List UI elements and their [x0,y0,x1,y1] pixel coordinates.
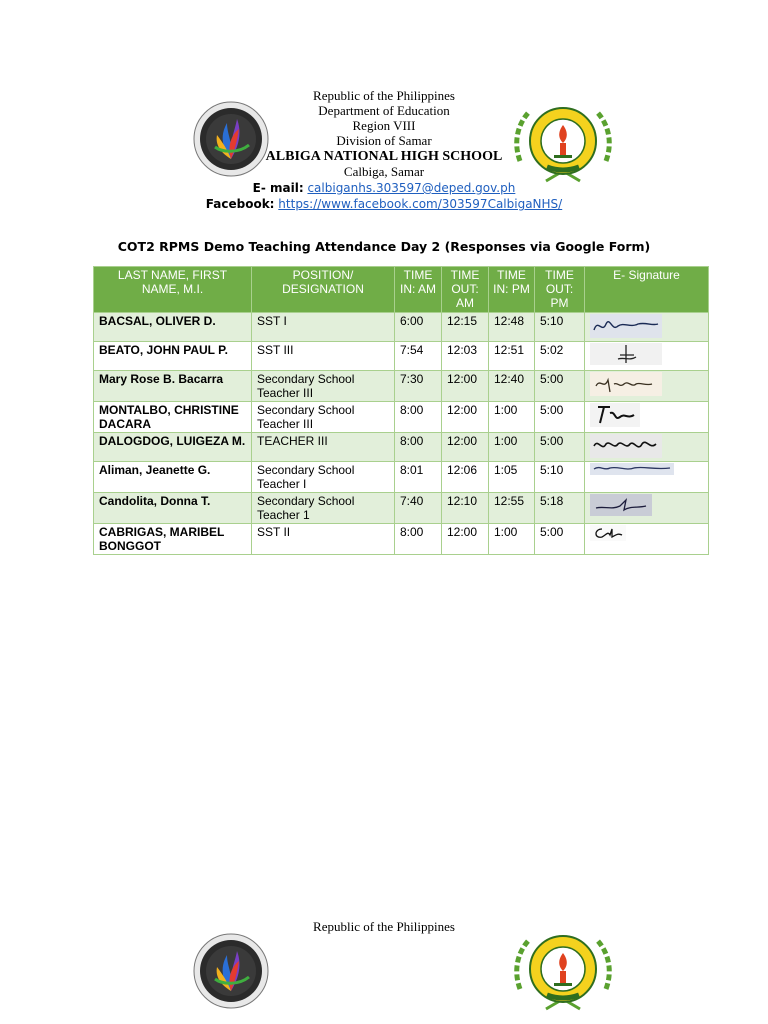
column-header-name: LAST NAME, FIRST NAME, M.I. [94,267,252,313]
cell-time-in-am: 7:30 [395,371,442,402]
cell-time-out-am: 12:15 [442,313,489,342]
table-row [94,493,709,524]
cell-time-in-pm: 12:40 [489,371,535,402]
email-link[interactable]: calbiganhs.303597@deped.gov.ph [307,181,516,195]
cell-time-in-pm: 12:51 [489,342,535,371]
header-email-line [0,180,768,196]
signature-image [590,314,662,338]
table-row [94,524,709,555]
table-row [94,462,709,493]
cell-time-in-am: 8:00 [395,402,442,433]
column-header-time-out-am: TIME OUT: AM [442,267,489,313]
cell-position: SST I [252,313,395,342]
cell-time-out-pm: 5:00 [535,433,585,462]
cell-position: Secondary School Teacher III [252,371,395,402]
cell-signature [585,371,709,402]
table-header-row [94,267,709,313]
signature-image [590,463,674,475]
cell-position: TEACHER III [252,433,395,462]
table-row [94,402,709,433]
cell-time-in-pm: 12:48 [489,313,535,342]
cell-time-out-am: 12:00 [442,402,489,433]
signature-image [590,525,626,541]
signature-image [590,434,662,458]
cell-name: DALOGDOG, LUIGEZA M. [94,433,252,462]
cell-name: CABRIGAS, MARIBEL BONGGOT [94,524,252,555]
footer-country: Republic of the Philippines [313,919,455,934]
cell-signature [585,524,709,555]
cell-name: BACSAL, OLIVER D. [94,313,252,342]
cell-time-in-am: 6:00 [395,313,442,342]
facebook-label: Facebook: [205,197,275,211]
cell-time-in-pm: 12:55 [489,493,535,524]
table-row [94,313,709,342]
cell-name: Aliman, Jeanette G. [94,462,252,493]
cell-position: Secondary School Teacher 1 [252,493,395,524]
cell-name: Mary Rose B. Bacarra [94,371,252,402]
cell-name: Candolita, Donna T. [94,493,252,524]
cell-time-out-pm: 5:00 [535,402,585,433]
cell-signature [585,313,709,342]
cell-position: Secondary School Teacher III [252,402,395,433]
cell-signature [585,402,709,433]
header-facebook-line [0,196,768,212]
header-division: Division of Samar [336,133,432,148]
cell-position: SST III [252,342,395,371]
cell-time-out-am: 12:00 [442,371,489,402]
cell-time-out-pm: 5:18 [535,493,585,524]
cell-position: Secondary School Teacher I [252,462,395,493]
cell-time-out-pm: 5:00 [535,371,585,402]
signature-image [590,343,662,365]
cell-signature [585,462,709,493]
cell-time-in-am: 7:54 [395,342,442,371]
cell-name: BEATO, JOHN PAUL P. [94,342,252,371]
cell-signature [585,433,709,462]
cell-time-out-pm: 5:10 [535,462,585,493]
table-row [94,433,709,462]
header-country: Republic of the Philippines [313,88,455,103]
cell-time-in-am: 8:00 [395,524,442,555]
table-row [94,371,709,402]
cell-time-in-am: 8:00 [395,433,442,462]
cell-time-in-am: 7:40 [395,493,442,524]
cell-signature [585,493,709,524]
facebook-link[interactable]: https://www.facebook.com/303597CalbigaNHS/ [278,197,563,211]
cell-time-out-am: 12:00 [442,433,489,462]
column-header-time-in-am: TIME IN: AM [395,267,442,313]
column-header-time-out-pm: TIME OUT: PM [535,267,585,313]
table-row [94,342,709,371]
cell-time-out-am: 12:06 [442,462,489,493]
cell-time-in-am: 8:01 [395,462,442,493]
cell-signature [585,342,709,371]
signature-image [590,494,652,516]
column-header-position: POSITION/ DESIGNATION [252,267,395,313]
cell-time-in-pm: 1:05 [489,462,535,493]
header-department: Department of Education [318,103,450,118]
header-school-name: ALBIGA NATIONAL HIGH SCHOOL [265,149,503,164]
signature-image [590,403,640,427]
calbiga-nhs-seal-bottom [510,929,616,1017]
column-header-time-in-pm: TIME IN: PM [489,267,535,313]
cell-time-out-pm: 5:02 [535,342,585,371]
column-header-signature: E- Signature [585,267,709,313]
cell-time-out-pm: 5:00 [535,524,585,555]
cell-time-in-pm: 1:00 [489,402,535,433]
email-label: E- mail: [252,181,304,195]
cell-name: MONTALBO, CHRISTINE DACARA [94,402,252,433]
deped-region-logo-bottom [193,933,269,1009]
signature-image [590,372,662,396]
cell-time-out-am: 12:00 [442,524,489,555]
cell-time-in-pm: 1:00 [489,433,535,462]
cell-time-out-am: 12:03 [442,342,489,371]
header-region: Region VIII [352,118,416,133]
cell-time-in-pm: 1:00 [489,524,535,555]
attendance-table [93,266,709,555]
header-location: Calbiga, Samar [343,164,425,179]
cell-position: SST II [252,524,395,555]
cell-time-out-am: 12:10 [442,493,489,524]
cell-time-out-pm: 5:10 [535,313,585,342]
document-title: COT2 RPMS Demo Teaching Attendance Day 2 (Responses via Google Form) [117,239,651,254]
